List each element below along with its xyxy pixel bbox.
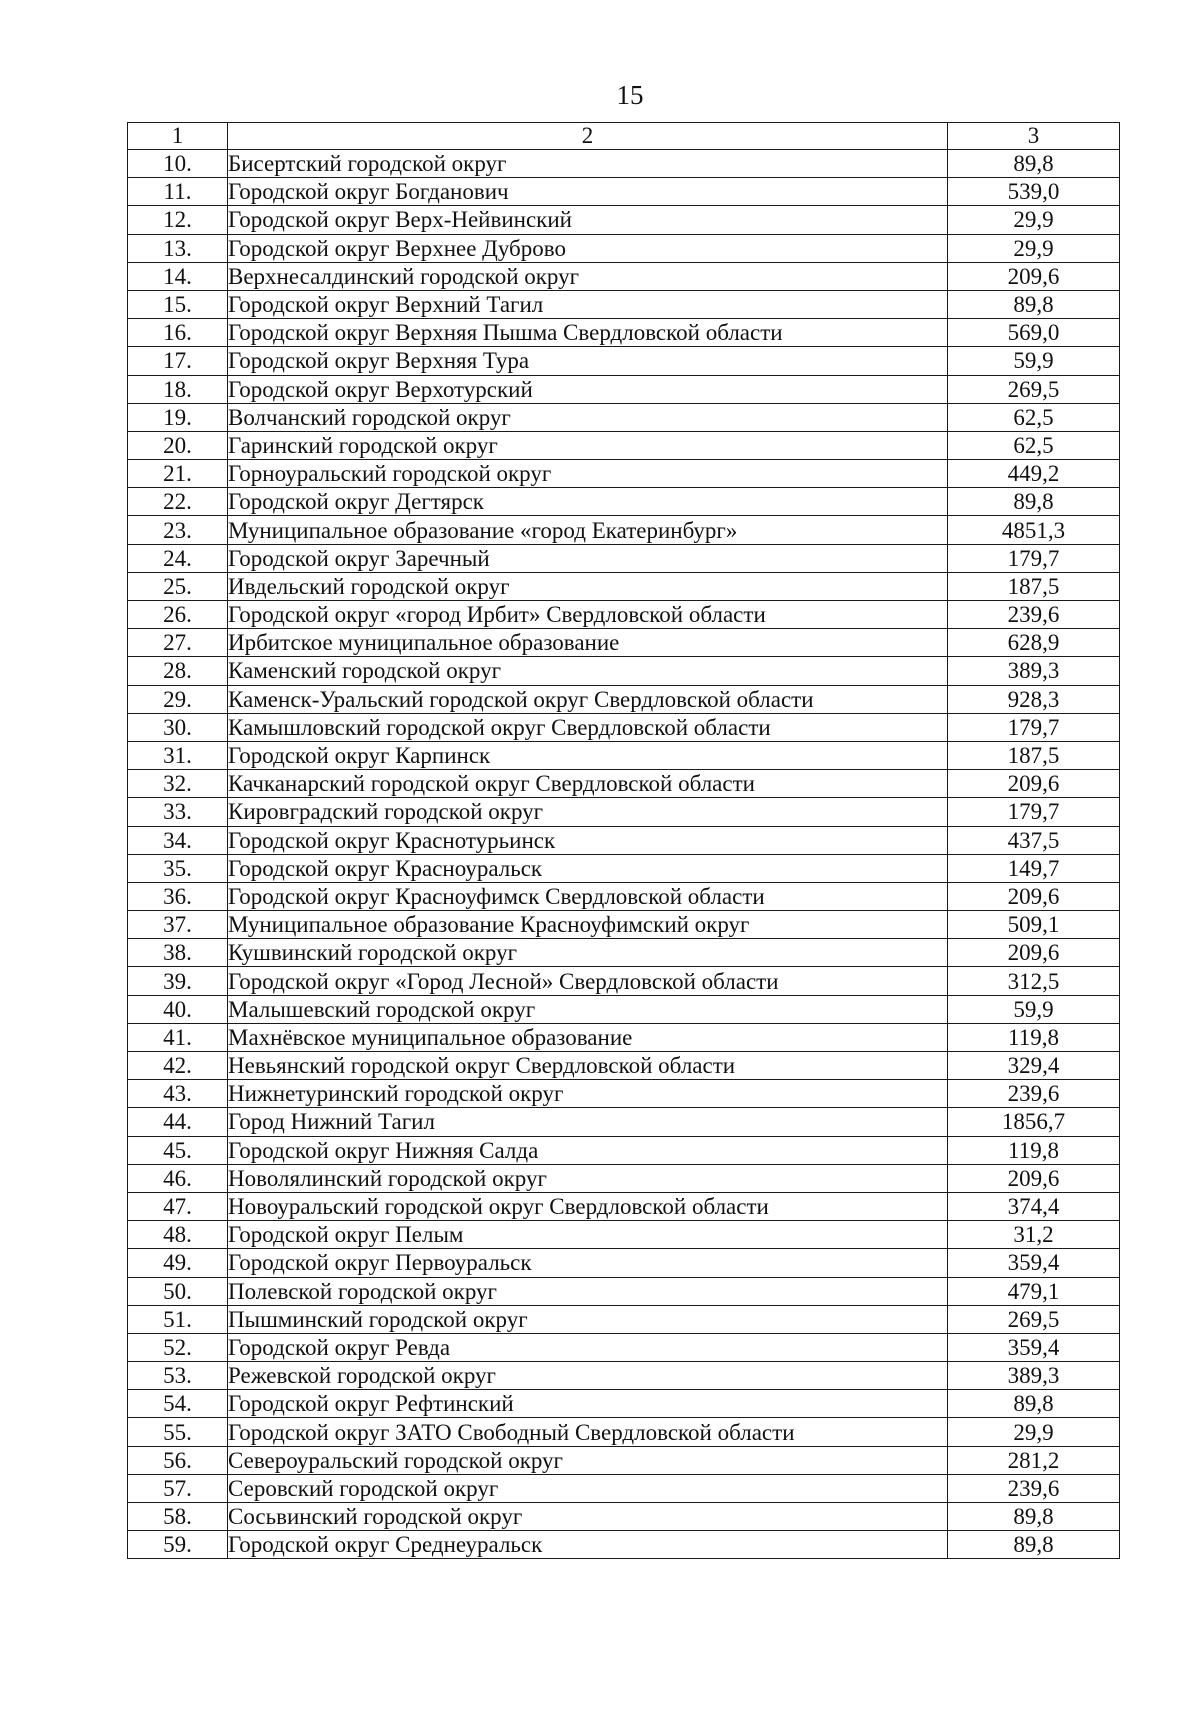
- row-name-cell: Гаринский городской округ: [228, 431, 948, 459]
- row-name-cell: Каменский городской округ: [228, 657, 948, 685]
- row-value-cell: 29,9: [948, 1418, 1120, 1446]
- row-number-cell: 19.: [128, 403, 228, 431]
- table-row: [128, 967, 1120, 995]
- row-name-cell: Сосьвинский городской округ: [228, 1503, 948, 1531]
- row-number-cell: 20.: [128, 431, 228, 459]
- table-row: [128, 995, 1120, 1023]
- row-number-cell: 44.: [128, 1108, 228, 1136]
- row-number-cell: 53.: [128, 1362, 228, 1390]
- table-row: [128, 150, 1120, 178]
- row-number-cell: 21.: [128, 460, 228, 488]
- row-number-cell: 31.: [128, 741, 228, 769]
- row-number-cell: 41.: [128, 1023, 228, 1051]
- row-value-cell: 1856,7: [948, 1108, 1120, 1136]
- table-row: [128, 713, 1120, 741]
- row-name-cell: Новоуральский городской округ Свердловской области: [228, 1192, 948, 1220]
- row-number-cell: 34.: [128, 826, 228, 854]
- row-value-cell: 509,1: [948, 911, 1120, 939]
- table-row: [128, 854, 1120, 882]
- row-name-cell: Верхнесалдинский городской округ: [228, 262, 948, 290]
- row-name-cell: Городской округ Красноуральск: [228, 854, 948, 882]
- row-name-cell: Городской округ Верхнее Дуброво: [228, 234, 948, 262]
- row-number-cell: 38.: [128, 939, 228, 967]
- row-number-cell: 10.: [128, 150, 228, 178]
- table-row: [128, 1052, 1120, 1080]
- row-number-cell: 52.: [128, 1333, 228, 1361]
- row-name-cell: Режевской городской округ: [228, 1362, 948, 1390]
- row-number-cell: 40.: [128, 995, 228, 1023]
- row-name-cell: Городской округ Верхний Тагил: [228, 290, 948, 318]
- row-value-cell: 389,3: [948, 657, 1120, 685]
- row-number-cell: 13.: [128, 234, 228, 262]
- row-value-cell: 59,9: [948, 995, 1120, 1023]
- row-number-cell: 54.: [128, 1390, 228, 1418]
- row-name-cell: Серовский городской округ: [228, 1474, 948, 1502]
- row-number-cell: 36.: [128, 882, 228, 910]
- row-number-cell: 39.: [128, 967, 228, 995]
- table-body: [128, 123, 1120, 1559]
- table-row: [128, 206, 1120, 234]
- row-value-cell: 89,8: [948, 1503, 1120, 1531]
- row-name-cell: Камышловский городской округ Свердловской области: [228, 713, 948, 741]
- table-row: [128, 1531, 1120, 1559]
- row-name-cell: Город Нижний Тагил: [228, 1108, 948, 1136]
- row-name-cell: Городской округ Верхняя Пышма Свердловской области: [228, 319, 948, 347]
- row-number-cell: 29.: [128, 685, 228, 713]
- row-value-cell: 209,6: [948, 1164, 1120, 1192]
- row-name-cell: Городской округ «Город Лесной» Свердловской области: [228, 967, 948, 995]
- row-value-cell: 4851,3: [948, 516, 1120, 544]
- row-name-cell: Махнёвское муниципальное образование: [228, 1023, 948, 1051]
- page-number: 15: [616, 80, 644, 110]
- table-row: [128, 234, 1120, 262]
- row-value-cell: 239,6: [948, 1080, 1120, 1108]
- row-value-cell: 239,6: [948, 1474, 1120, 1502]
- row-number-cell: 14.: [128, 262, 228, 290]
- table-row: [128, 178, 1120, 206]
- row-value-cell: 179,7: [948, 544, 1120, 572]
- row-value-cell: 179,7: [948, 798, 1120, 826]
- table-row: [128, 1080, 1120, 1108]
- row-number-cell: 32.: [128, 770, 228, 798]
- row-name-cell: Городской округ Заречный: [228, 544, 948, 572]
- table-row: [128, 375, 1120, 403]
- row-value-cell: 31,2: [948, 1221, 1120, 1249]
- table-row: [128, 1362, 1120, 1390]
- row-value-cell: 329,4: [948, 1052, 1120, 1080]
- table-row: [128, 262, 1120, 290]
- row-name-cell: Городской округ Верхняя Тура: [228, 347, 948, 375]
- row-number-cell: 12.: [128, 206, 228, 234]
- row-value-cell: 119,8: [948, 1136, 1120, 1164]
- row-number-cell: 59.: [128, 1531, 228, 1559]
- table-row: [128, 319, 1120, 347]
- row-value-cell: 928,3: [948, 685, 1120, 713]
- table-row: [128, 629, 1120, 657]
- row-number-cell: 26.: [128, 601, 228, 629]
- row-name-cell: Городской округ Нижняя Салда: [228, 1136, 948, 1164]
- row-number-cell: 50.: [128, 1277, 228, 1305]
- row-name-cell: Ирбитское муниципальное образование: [228, 629, 948, 657]
- header-cell-number: 1: [128, 123, 228, 150]
- row-number-cell: 46.: [128, 1164, 228, 1192]
- row-number-cell: 28.: [128, 657, 228, 685]
- table-row: [128, 798, 1120, 826]
- row-value-cell: 89,8: [948, 1390, 1120, 1418]
- table-row: [128, 1277, 1120, 1305]
- row-value-cell: 59,9: [948, 347, 1120, 375]
- row-value-cell: 209,6: [948, 770, 1120, 798]
- row-number-cell: 45.: [128, 1136, 228, 1164]
- table-row: [128, 685, 1120, 713]
- municipality-table: [127, 122, 1120, 1559]
- table-row: [128, 290, 1120, 318]
- row-number-cell: 51.: [128, 1305, 228, 1333]
- row-value-cell: 269,5: [948, 1305, 1120, 1333]
- row-number-cell: 57.: [128, 1474, 228, 1502]
- row-number-cell: 33.: [128, 798, 228, 826]
- row-value-cell: 209,6: [948, 939, 1120, 967]
- table-row: [128, 1192, 1120, 1220]
- table-row: [128, 1503, 1120, 1531]
- row-value-cell: 359,4: [948, 1249, 1120, 1277]
- row-name-cell: Городской округ Ревда: [228, 1333, 948, 1361]
- table-row: [128, 488, 1120, 516]
- table-row: [128, 544, 1120, 572]
- row-name-cell: Городской округ Богданович: [228, 178, 948, 206]
- table-row: [128, 741, 1120, 769]
- row-number-cell: 22.: [128, 488, 228, 516]
- table-row: [128, 431, 1120, 459]
- row-number-cell: 35.: [128, 854, 228, 882]
- row-value-cell: 62,5: [948, 431, 1120, 459]
- row-name-cell: Полевской городской округ: [228, 1277, 948, 1305]
- row-value-cell: 628,9: [948, 629, 1120, 657]
- row-number-cell: 55.: [128, 1418, 228, 1446]
- row-number-cell: 24.: [128, 544, 228, 572]
- row-name-cell: Городской округ Верхотурский: [228, 375, 948, 403]
- row-value-cell: 89,8: [948, 290, 1120, 318]
- row-name-cell: Городской округ Рефтинский: [228, 1390, 948, 1418]
- table-row: [128, 826, 1120, 854]
- row-name-cell: Ивдельский городской округ: [228, 572, 948, 600]
- table-row: [128, 1249, 1120, 1277]
- row-value-cell: 437,5: [948, 826, 1120, 854]
- row-value-cell: 281,2: [948, 1446, 1120, 1474]
- row-number-cell: 43.: [128, 1080, 228, 1108]
- table-row: [128, 1023, 1120, 1051]
- row-number-cell: 15.: [128, 290, 228, 318]
- row-number-cell: 37.: [128, 911, 228, 939]
- row-name-cell: Городской округ Красноуфимск Свердловской области: [228, 882, 948, 910]
- row-value-cell: 89,8: [948, 1531, 1120, 1559]
- row-name-cell: Горноуральский городской округ: [228, 460, 948, 488]
- row-name-cell: Муниципальное образование Красноуфимский округ: [228, 911, 948, 939]
- row-name-cell: Городской округ Пелым: [228, 1221, 948, 1249]
- table-row: [128, 460, 1120, 488]
- row-value-cell: 239,6: [948, 601, 1120, 629]
- row-number-cell: 23.: [128, 516, 228, 544]
- table-row: [128, 1390, 1120, 1418]
- table-row: [128, 1474, 1120, 1502]
- row-value-cell: 119,8: [948, 1023, 1120, 1051]
- row-value-cell: 209,6: [948, 262, 1120, 290]
- row-number-cell: 49.: [128, 1249, 228, 1277]
- table-row: [128, 572, 1120, 600]
- row-value-cell: 359,4: [948, 1333, 1120, 1361]
- row-number-cell: 47.: [128, 1192, 228, 1220]
- row-number-cell: 48.: [128, 1221, 228, 1249]
- table-row: [128, 516, 1120, 544]
- row-value-cell: 479,1: [948, 1277, 1120, 1305]
- row-name-cell: Пышминский городской округ: [228, 1305, 948, 1333]
- row-name-cell: Малышевский городской округ: [228, 995, 948, 1023]
- row-name-cell: Бисертский городской округ: [228, 150, 948, 178]
- table-row: [128, 601, 1120, 629]
- table-row: [128, 657, 1120, 685]
- row-value-cell: 269,5: [948, 375, 1120, 403]
- row-number-cell: 30.: [128, 713, 228, 741]
- row-name-cell: Каменск-Уральский городской округ Свердловской области: [228, 685, 948, 713]
- row-value-cell: 29,9: [948, 206, 1120, 234]
- table-row: [128, 403, 1120, 431]
- row-value-cell: 89,8: [948, 488, 1120, 516]
- row-value-cell: 29,9: [948, 234, 1120, 262]
- row-name-cell: Североуральский городской округ: [228, 1446, 948, 1474]
- row-value-cell: 539,0: [948, 178, 1120, 206]
- row-number-cell: 16.: [128, 319, 228, 347]
- table-row: [128, 1108, 1120, 1136]
- table-header-row: [128, 123, 1120, 150]
- table-row: [128, 770, 1120, 798]
- table-row: [128, 347, 1120, 375]
- row-value-cell: 187,5: [948, 572, 1120, 600]
- table-row: [128, 1221, 1120, 1249]
- row-name-cell: Кировградский городской округ: [228, 798, 948, 826]
- row-name-cell: Городской округ «город Ирбит» Свердловской области: [228, 601, 948, 629]
- row-value-cell: 389,3: [948, 1362, 1120, 1390]
- row-number-cell: 25.: [128, 572, 228, 600]
- header-cell-value: 3: [948, 123, 1120, 150]
- row-value-cell: 569,0: [948, 319, 1120, 347]
- row-name-cell: Новолялинский городской округ: [228, 1164, 948, 1192]
- row-name-cell: Городской округ Краснотурьинск: [228, 826, 948, 854]
- row-name-cell: Волчанский городской округ: [228, 403, 948, 431]
- row-value-cell: 449,2: [948, 460, 1120, 488]
- row-name-cell: Муниципальное образование «город Екатеринбург»: [228, 516, 948, 544]
- row-name-cell: Городской округ Дегтярск: [228, 488, 948, 516]
- row-value-cell: 374,4: [948, 1192, 1120, 1220]
- row-name-cell: Городской округ Среднеуральск: [228, 1531, 948, 1559]
- header-cell-name: 2: [228, 123, 948, 150]
- row-value-cell: 312,5: [948, 967, 1120, 995]
- row-value-cell: 149,7: [948, 854, 1120, 882]
- row-number-cell: 58.: [128, 1503, 228, 1531]
- row-value-cell: 209,6: [948, 882, 1120, 910]
- row-number-cell: 17.: [128, 347, 228, 375]
- row-number-cell: 56.: [128, 1446, 228, 1474]
- row-number-cell: 11.: [128, 178, 228, 206]
- row-name-cell: Кушвинский городской округ: [228, 939, 948, 967]
- row-value-cell: 62,5: [948, 403, 1120, 431]
- row-number-cell: 18.: [128, 375, 228, 403]
- row-value-cell: 187,5: [948, 741, 1120, 769]
- table-row: [128, 1305, 1120, 1333]
- table-row: [128, 1164, 1120, 1192]
- table-row: [128, 1418, 1120, 1446]
- row-name-cell: Городской округ Верх-Нейвинский: [228, 206, 948, 234]
- row-name-cell: Невьянский городской округ Свердловской области: [228, 1052, 948, 1080]
- row-name-cell: Городской округ Первоуральск: [228, 1249, 948, 1277]
- table-row: [128, 911, 1120, 939]
- row-name-cell: Городской округ Карпинск: [228, 741, 948, 769]
- table-row: [128, 882, 1120, 910]
- row-value-cell: 179,7: [948, 713, 1120, 741]
- table-row: [128, 1136, 1120, 1164]
- row-value-cell: 89,8: [948, 150, 1120, 178]
- row-number-cell: 42.: [128, 1052, 228, 1080]
- row-name-cell: Нижнетуринский городской округ: [228, 1080, 948, 1108]
- table-row: [128, 1446, 1120, 1474]
- row-name-cell: Городской округ ЗАТО Свободный Свердловской области: [228, 1418, 948, 1446]
- table-row: [128, 939, 1120, 967]
- table-row: [128, 1333, 1120, 1361]
- row-number-cell: 27.: [128, 629, 228, 657]
- row-name-cell: Качканарский городской округ Свердловской области: [228, 770, 948, 798]
